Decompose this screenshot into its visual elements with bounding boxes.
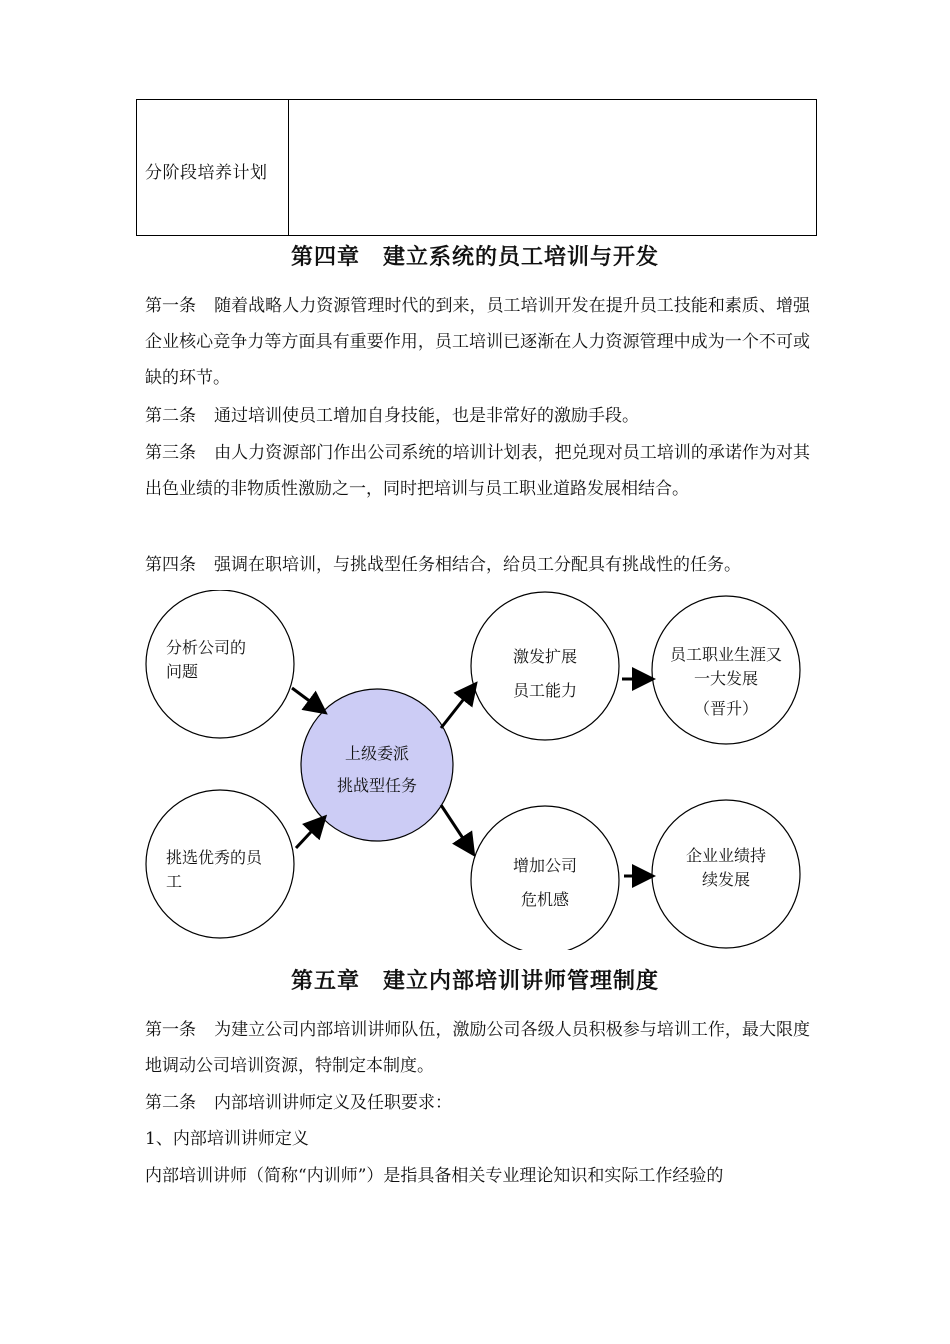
plan-table bbox=[136, 99, 817, 236]
diagram-shapes bbox=[0, 590, 950, 950]
chapter5-definition: 内部培训讲师（简称“内训师”）是指具备相关专业理论知识和实际工作经验的 bbox=[145, 1166, 724, 1186]
article-label: 第一条 bbox=[145, 296, 197, 316]
performance-node-text: 企业业绩持 续发展 bbox=[685, 846, 766, 889]
crisis-node-text: 增加公司 危机感 bbox=[512, 856, 577, 909]
chapter5-subheading: 1、内部培训讲师定义 bbox=[145, 1129, 309, 1149]
arrow-select-center bbox=[296, 819, 323, 848]
article-text: 强调在职培训，与挑战型任务相结合，给员工分配具有挑战性的任务。 bbox=[214, 555, 741, 575]
chapter4-article-2 bbox=[145, 398, 810, 434]
chapter4-article-1 bbox=[145, 288, 810, 396]
chapter4-article-3 bbox=[145, 435, 810, 507]
ability-node-text: 激发扩展 员工能力 bbox=[512, 647, 577, 700]
article-label: 第二条 bbox=[145, 406, 196, 426]
chapter4-title: 第四章 建立系统的员工培训与开发 bbox=[290, 245, 659, 270]
article-text: 通过培训使员工增加自身技能，也是非常好的激励手段。 bbox=[214, 406, 639, 426]
article-label: 第一条 bbox=[145, 1020, 197, 1040]
article-label: 第三条 bbox=[145, 443, 197, 463]
chapter5-article-2 bbox=[145, 1085, 810, 1121]
chapter5-title: 第五章 建立内部培训讲师管理制度 bbox=[290, 969, 659, 994]
select-node-text: 挑选优秀的员 工 bbox=[166, 848, 263, 891]
table-row-label: 分阶段培养计划 bbox=[145, 163, 268, 183]
chapter5-article-1 bbox=[145, 1012, 810, 1084]
arrow-center-ability bbox=[441, 686, 474, 728]
arrow-center-crisis bbox=[441, 805, 472, 852]
table-divider bbox=[288, 100, 289, 235]
article-text: 随着战略人力资源管理时代的到来，员工培训开发在提升员工技能和素质、增强企业核心竞争力等方面具有重要作用，员工培训已逐渐在人力资源管理中成为一个不可或缺的环节。 bbox=[145, 296, 811, 388]
article-label: 第二条 bbox=[145, 1093, 196, 1113]
article-text: 内部培训讲师定义及任职要求： bbox=[214, 1093, 452, 1113]
article-text: 由人力资源部门作出公司系统的培训计划表，把兑现对员工培训的承诺作为对其出色业绩的非物质性激励之一，同时把培训与员工职业道路发展相结合。 bbox=[145, 443, 811, 499]
analyze-node-text: 分析公司的 问题 bbox=[166, 638, 247, 681]
career-node-text: 员工职业生涯又 一大发展 （晋升） bbox=[669, 645, 782, 718]
center-node-text: 上级委派 挑战型任务 bbox=[336, 744, 417, 795]
article-label: 第四条 bbox=[145, 555, 196, 575]
training-flow-diagram bbox=[0, 590, 950, 950]
chapter4-article-4 bbox=[145, 547, 810, 583]
arrow-analyze-center bbox=[292, 688, 323, 711]
article-text: 为建立公司内部培训讲师队伍，激励公司各级人员积极参与培训工作，最大限度地调动公司培训资源，特制定本制度。 bbox=[145, 1020, 811, 1076]
